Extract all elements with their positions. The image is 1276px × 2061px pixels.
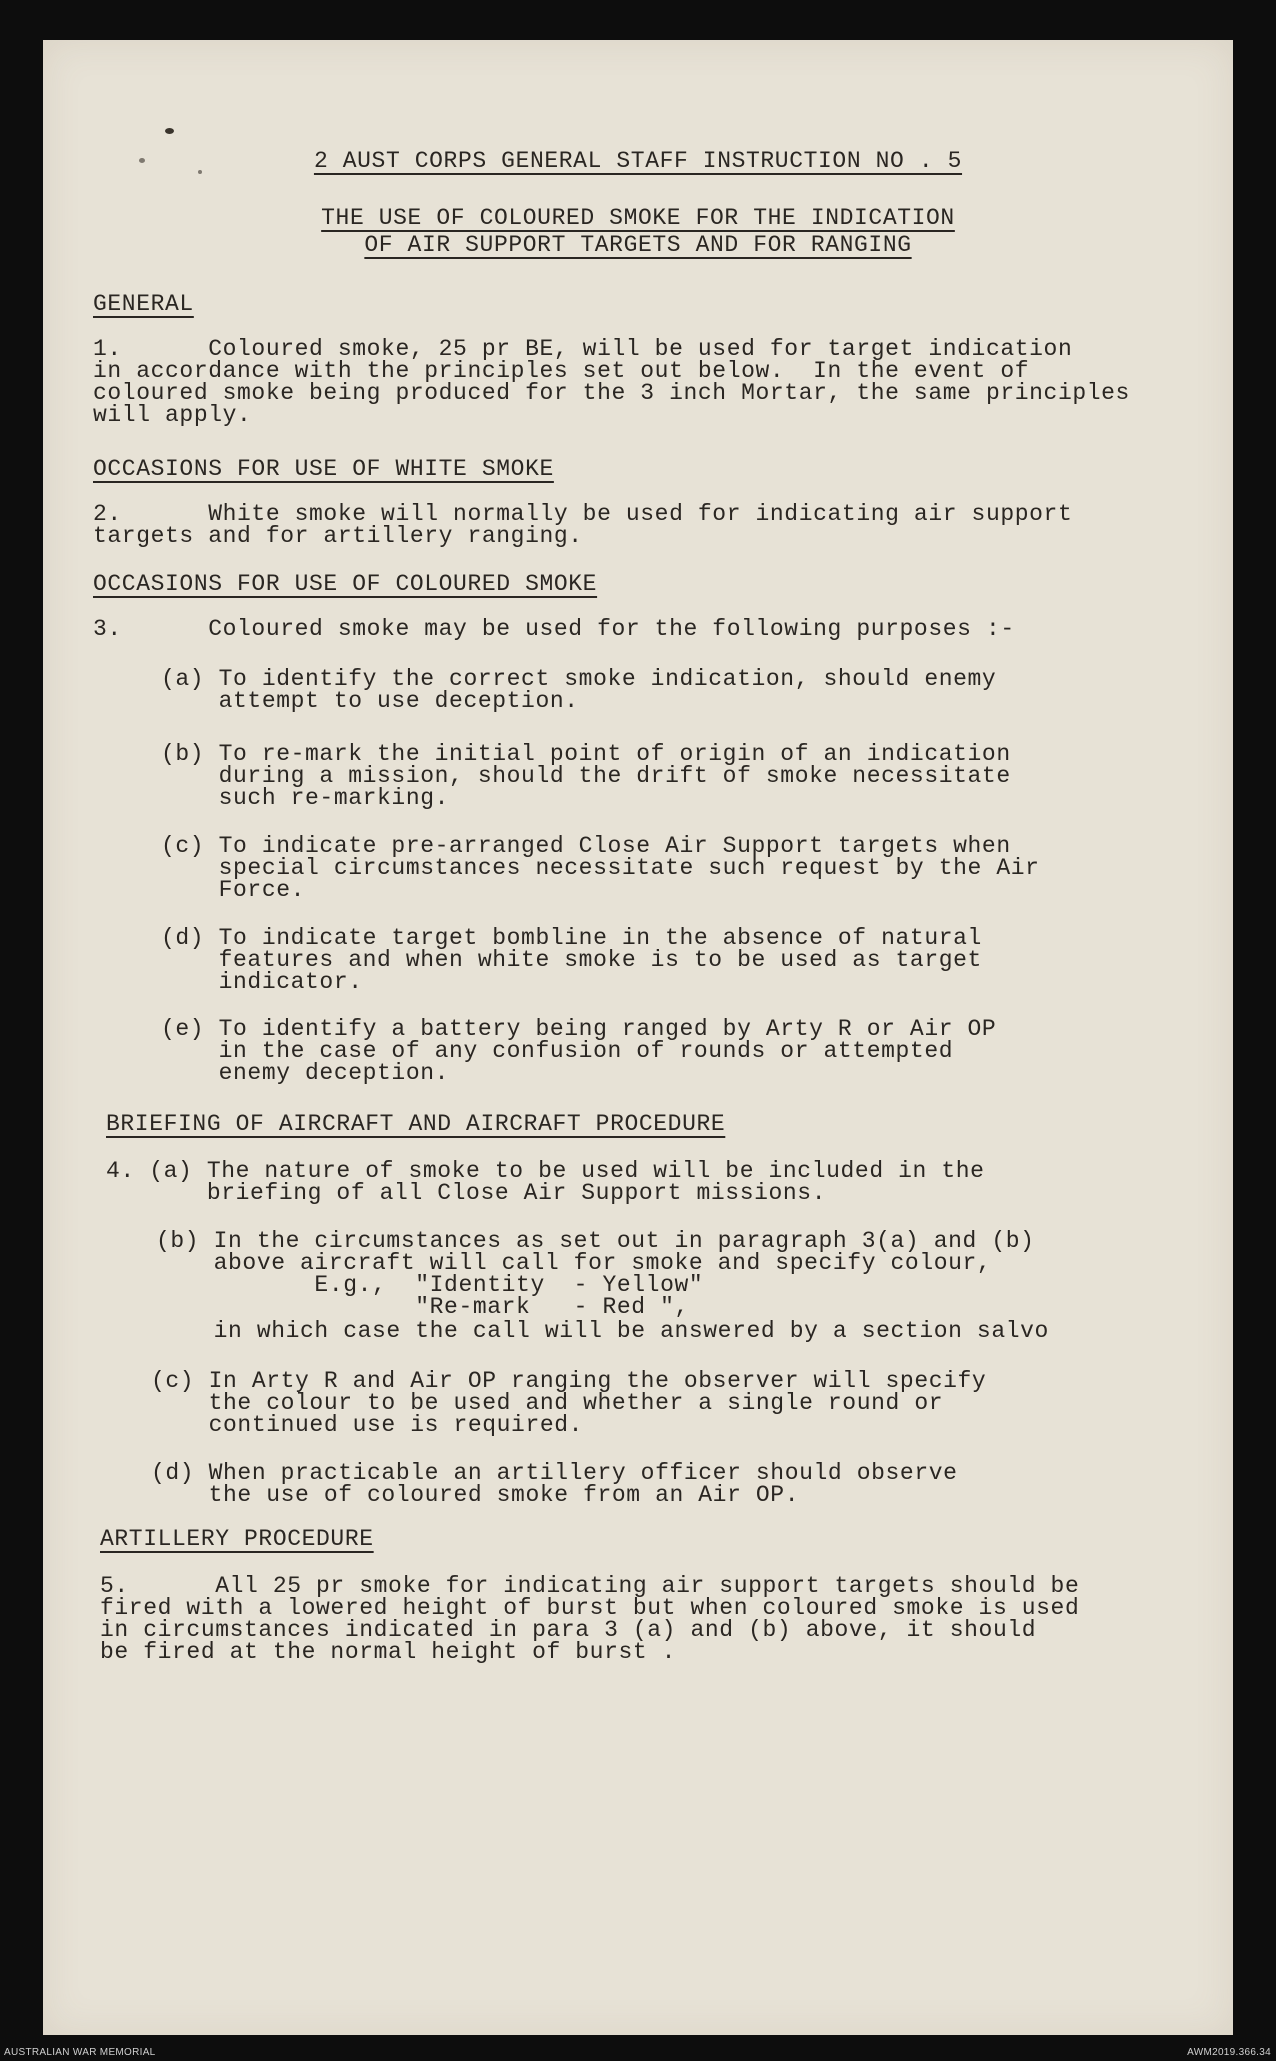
document-title-line-2: OF AIR SUPPORT TARGETS AND FOR RANGING (364, 232, 912, 258)
paragraph-5-line: in circumstances indicated in para 3 (a) and (b) above, it should (100, 1617, 1037, 1643)
paragraph-2-line: targets and for artillery ranging. (93, 523, 583, 549)
item-4c-line: (c) In Arty R and Air OP ranging the observer will specify (151, 1368, 987, 1394)
item-3c-line: (c) To indicate pre-arranged Close Air Support targets when (161, 833, 1011, 859)
item-3e-line: (e) To identify a battery being ranged by Arty R or Air OP (161, 1016, 997, 1042)
item-4b-line: in which case the call will be answered by a section salvo (156, 1318, 1049, 1344)
document-title-line-1: THE USE OF COLOURED SMOKE FOR THE INDICATION (321, 205, 955, 231)
paragraph-1-line: 1. Coloured smoke, 25 pr BE, will be used for target indication (93, 336, 1073, 362)
footer-institution: AUSTRALIAN WAR MEMORIAL (4, 2047, 156, 2058)
section-heading-white-smoke: OCCASIONS FOR USE OF WHITE SMOKE (93, 456, 554, 482)
item-3b-line: during a mission, should the drift of smoke necessitate (161, 763, 1011, 789)
ink-speck (165, 128, 174, 134)
item-4d-line: the use of coloured smoke from an Air OP. (151, 1482, 800, 1508)
footer-accession-number: AWM2019.366.34 (1187, 2047, 1271, 2058)
item-4b-line: "Re-mark - Red ", (156, 1294, 689, 1320)
item-3d-line: indicator. (161, 969, 363, 995)
item-3b-line: such re-marking. (161, 785, 450, 811)
item-4d-line: (d) When practicable an artillery officer should observe (151, 1460, 958, 1486)
item-3b-line: (b) To re-mark the initial point of origin of an indication (161, 741, 1011, 767)
paragraph-3-line: 3. Coloured smoke may be used for the following purposes :- (93, 616, 1015, 642)
item-4b-line: E.g., "Identity - Yellow" (156, 1272, 704, 1298)
item-4b-line: above aircraft will call for smoke and specify colour, (156, 1250, 992, 1276)
item-4c-line: the colour to be used and whether a single round or (151, 1390, 944, 1416)
section-heading-general: GENERAL (93, 291, 194, 317)
item-4b-line: (b) In the circumstances as set out in paragraph 3(a) and (b) (156, 1228, 1035, 1254)
item-3d-line: (d) To indicate target bombline in the absence of natural (161, 925, 982, 951)
item-3c-line: Force. (161, 877, 306, 903)
item-3e-line: enemy deception. (161, 1060, 450, 1086)
paragraph-2-line: 2. White smoke will normally be used for indicating air support (93, 501, 1073, 527)
item-3a-line: attempt to use deception. (161, 688, 579, 714)
item-3c-line: special circumstances necessitate such request by the Air (161, 855, 1040, 881)
section-heading-artillery: ARTILLERY PROCEDURE (100, 1526, 374, 1552)
paragraph-1-line: will apply. (93, 402, 252, 428)
item-4a-line: 4. (a) The nature of smoke to be used will be included in the (106, 1158, 985, 1184)
paragraph-5-line: 5. All 25 pr smoke for indicating air support targets should be (100, 1573, 1080, 1599)
paragraph-1-line: in accordance with the principles set out below. In the event of (93, 358, 1030, 384)
paragraph-5-line: be fired at the normal height of burst . (100, 1639, 677, 1665)
document-heading: 2 AUST CORPS GENERAL STAFF INSTRUCTION NO . 5 (313, 148, 963, 174)
document-page (43, 40, 1233, 2035)
section-heading-briefing: BRIEFING OF AIRCRAFT AND AIRCRAFT PROCEDURE (106, 1111, 726, 1137)
paragraph-5-line: fired with a lowered height of burst but when coloured smoke is used (100, 1595, 1080, 1621)
item-4a-line: briefing of all Close Air Support missions. (106, 1180, 827, 1206)
item-3d-line: features and when white smoke is to be used as target (161, 947, 982, 973)
section-heading-coloured-smoke: OCCASIONS FOR USE OF COLOURED SMOKE (93, 571, 598, 597)
item-3e-line: in the case of any confusion of rounds or attempted (161, 1038, 954, 1064)
paragraph-1-line: coloured smoke being produced for the 3 inch Mortar, the same principles (93, 380, 1130, 406)
item-3a-line: (a) To identify the correct smoke indication, should enemy (161, 666, 997, 692)
item-4c-line: continued use is required. (151, 1412, 584, 1438)
